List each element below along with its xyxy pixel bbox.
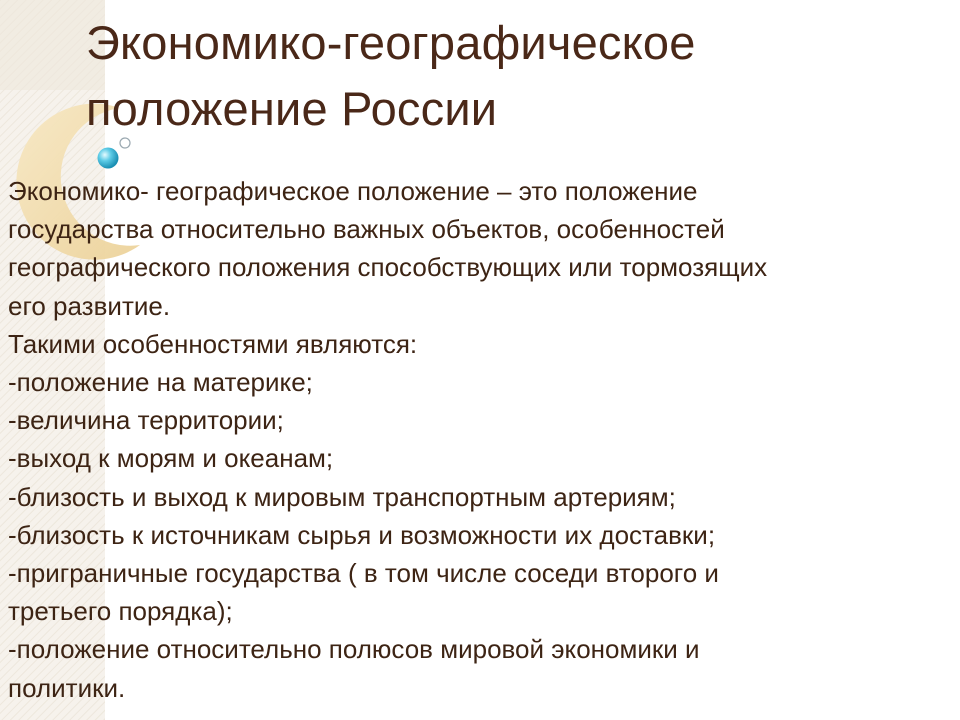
list-item: третьего порядка); [8,596,233,627]
body-line: государства относительно важных объектов, особенностей [8,214,725,245]
list-item: -близость к источникам сырья и возможности их доставки; [8,519,716,550]
title-line-1: Экономико-географическое [86,16,696,69]
blue-bead [98,148,119,169]
body-line: географического положения способствующих или тормозящих [8,252,768,283]
list-item: -величина территории; [8,405,284,436]
list-item: -близость и выход к мировым транспортным артериям; [8,481,676,512]
body-line: Экономико- географическое положение – это положение [8,176,698,206]
list-item: -выход к морям и океанам; [8,443,334,474]
list-item: политики. [8,672,126,703]
list-item: -положение относительно полюсов мировой экономики и [8,634,700,665]
slide-body [8,172,953,707]
body-line: его развитие. [8,290,171,321]
body-line: Такими особенностями являются: [8,328,418,359]
slide-title [86,10,946,142]
list-item: -положение на материке; [8,367,313,398]
title-line-2: положение России [86,82,498,135]
list-item: -приграничные государства ( в том числе соседи второго и [8,558,719,589]
